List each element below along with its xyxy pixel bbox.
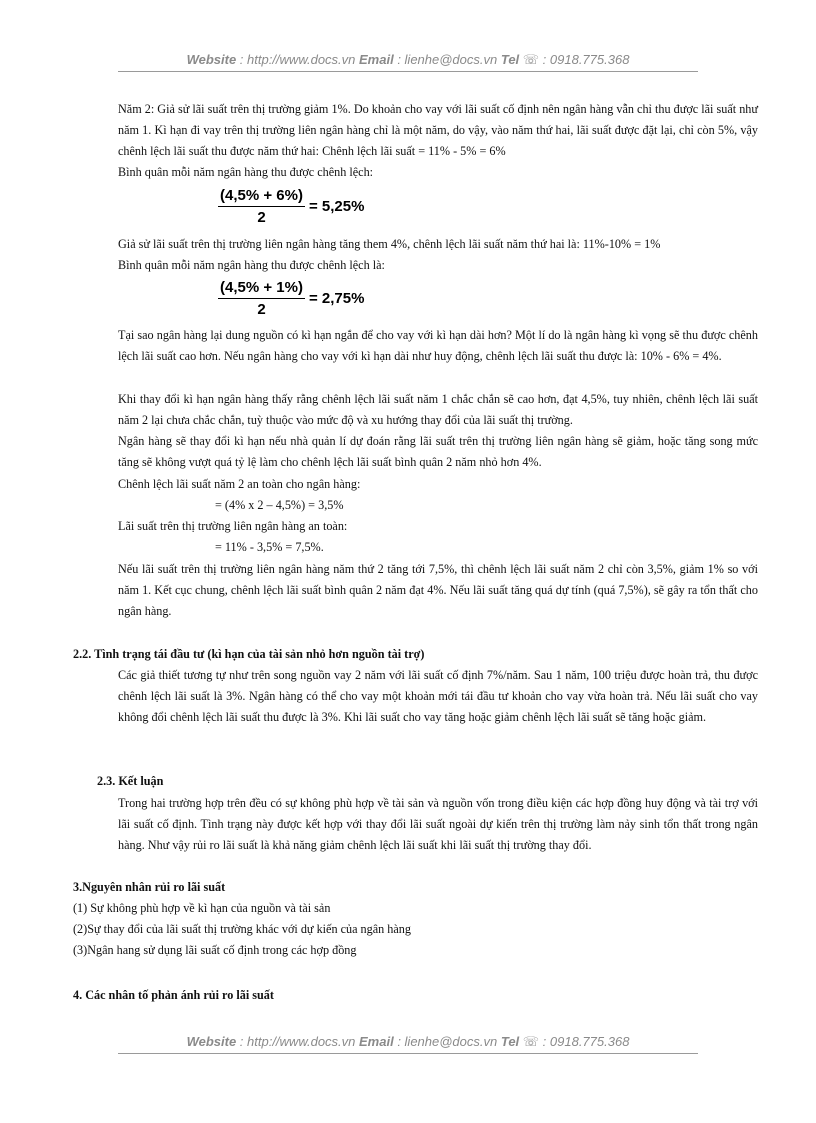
section-4-title: 4. Các nhân tố phản ánh rủi ro lãi suất	[73, 988, 274, 1002]
formula-average-1	[218, 187, 364, 226]
fraction	[218, 187, 305, 226]
paragraph-term-change: Khi thay đổi kì hạn ngân hàng thấy rằng chênh lệch lãi suất năm 1 chắc chắn sẽ cao hơn, đạt 4,5%, tuy nhiên, chênh lệch lãi suất năm 2 lại chưa chắc chắn, tuỳ thuộc vào mức độ và xu hướng thay đổi của lãi suất thị trường.	[118, 392, 758, 427]
fraction	[218, 279, 305, 318]
phone-icon: ☏	[522, 52, 540, 67]
footer-tel-label: Tel	[500, 1034, 520, 1049]
paragraph-safe-rate: Lãi suất trên thị trường liên ngân hàng an toàn:	[118, 519, 348, 533]
fraction-numerator: (4,5% + 1%)	[218, 279, 305, 299]
section-2-3-title: 2.3. Kết luận	[97, 774, 164, 788]
paragraph-rate-increase: Giả sử lãi suất trên thị trường liên ngân hàng tăng them 4%, chênh lệch lãi suất năm thứ hai là: 11%-10% = 1%	[118, 237, 661, 251]
footer-email-label: Email	[359, 1034, 394, 1049]
paragraph-average-intro: Bình quân mỗi năm ngân hàng thu được chênh lệch:	[118, 165, 374, 179]
header-website-value: : http://www.docs.vn	[236, 52, 360, 67]
paragraph-year2: Năm 2: Giả sử lãi suất trên thị trường giảm 1%. Do khoản cho vay với lãi suất cố định nên ngân hàng vẫn chỉ thu được lãi suất như năm 1. Kì hạn đi vay trên thị trường liên ngân hàng chỉ là một năm, do vậy, vào năm thứ hai, lãi suất được đặt lại, chỉ còn 5%, vậy chênh lệch lãi suất thu được năm thứ hai: Chênh lệch lãi suất = 11% - 5% = 6%	[118, 102, 758, 158]
header-email-label: Email	[359, 52, 394, 67]
fraction-numerator: (4,5% + 6%)	[218, 187, 305, 207]
paragraph-bank-decision: Ngân hàng sẽ thay đổi kì hạn nếu nhà quản lí dự đoán rằng lãi suất trên thị trường liên ngân hàng sẽ giảm, hoặc tăng song mức tăng sẽ không vượt quá tỷ lệ làm cho chênh lệch lãi suất bình quân 2 năm nhỏ hơn 4%.	[118, 434, 758, 469]
header-rule	[118, 71, 698, 72]
equation-safe-spread: = (4% x 2 – 4,5%) = 3,5%	[215, 498, 344, 512]
footer-rule	[118, 1053, 698, 1054]
section-3-title: 3.Nguyên nhân rủi ro lãi suất	[73, 880, 226, 894]
section-2-2-text: Các giả thiết tương tự như trên song nguồn vay 2 năm với lãi suất cố định 7%/năm. Sau 1 năm, 100 triệu được hoàn trả, thu được chênh lệch lãi suất là 3%. Ngân hàng có thể cho vay một khoản mới tái đầu tư khoản cho vay vừa hoàn trả. Nếu lãi suất cho vay không đổi chênh lệch lãi suất thu được là 3%. Khi lãi suất cho vay tăng hoặc giảm chênh lệch lãi suất sẽ tăng hoặc giảm.	[118, 668, 758, 724]
header-tel-value: : 0918.775.368	[539, 52, 630, 67]
phone-icon: ☏	[522, 1034, 540, 1049]
cause-item: (2)Sự thay đổi của lãi suất thị trường khác với dự kiến của ngân hàng	[73, 922, 411, 936]
formula-result: = 5,25%	[308, 198, 365, 215]
fraction-denominator: 2	[257, 301, 266, 318]
page-footer	[0, 1034, 816, 1050]
section-2-2-title: 2.2. Tình trạng tái đầu tư (kì hạn của tài sản nhỏ hơn nguồn tài trợ)	[73, 647, 425, 661]
footer-tel-value: : 0918.775.368	[539, 1034, 630, 1049]
fraction-denominator: 2	[257, 209, 266, 226]
footer-email-value: : lienhe@docs.vn	[393, 1034, 501, 1049]
formula-average-2	[218, 279, 364, 318]
page-header	[0, 52, 816, 68]
header-tel-label: Tel	[500, 52, 520, 67]
footer-website-label: Website	[186, 1034, 237, 1049]
paragraph-conclusion-year2: Nếu lãi suất trên thị trường liên ngân hàng năm thứ 2 tăng tới 7,5%, thì chênh lệch lãi suất năm 2 chỉ còn 3,5%, giảm 1% so với năm 1. Kết cục chung, chênh lệch lãi suất bình quân 2 năm đạt 4%. Nếu lãi suất tăng quá dự tính (quá 7,5%), sẽ gây ra tổn thất cho ngân hàng.	[118, 562, 758, 618]
cause-item: (1) Sự không phù hợp về kì hạn của nguồn và tài sản	[73, 901, 331, 915]
paragraph-why-short-term: Tại sao ngân hàng lại dung nguồn có kì hạn ngắn để cho vay với kì hạn dài hơn? Một lí do là ngân hàng kì vọng sẽ thu được chênh lệch lãi suất cao hơn. Nếu ngân hàng cho vay với kì hạn dài như huy động, chênh lệch lãi suất thu được là: 10% - 6% = 4%.	[118, 328, 758, 363]
paragraph-safe-spread: Chênh lệch lãi suất năm 2 an toàn cho ngân hàng:	[118, 477, 361, 491]
header-email-value: : lienhe@docs.vn	[393, 52, 501, 67]
paragraph-average-intro-2: Bình quân mỗi năm ngân hàng thu được chênh lệch là:	[118, 258, 385, 272]
section-2-3-text: Trong hai trường hợp trên đều có sự không phù hợp về tài sản và nguồn vốn trong điều kiện các hợp đồng huy động và tài trợ với lãi suất cố định. Tình trạng này được kết hợp với thay đổi lãi suất ngoài dự kiến trên thị trường làm nảy sinh tổn thất trong ngân hàng. Như vậy rủi ro lãi suất là khả năng giảm chênh lệch lãi suất khi lãi suất thị trường thay đổi.	[118, 796, 758, 852]
header-website-label: Website	[186, 52, 237, 67]
footer-website-value: : http://www.docs.vn	[236, 1034, 360, 1049]
equation-safe-rate: = 11% - 3,5% = 7,5%.	[215, 540, 324, 554]
cause-item: (3)Ngân hang sử dụng lãi suất cố định trong các hợp đồng	[73, 943, 357, 957]
formula-result: = 2,75%	[308, 290, 365, 307]
